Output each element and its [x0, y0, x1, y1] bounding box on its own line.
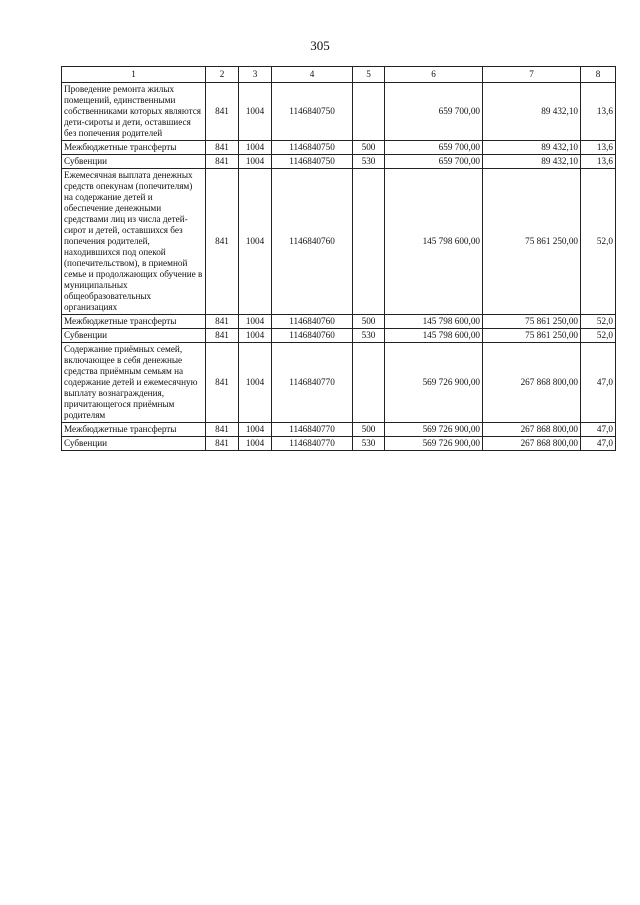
row-name-cell: Субвенции: [62, 329, 206, 343]
header-cell: 3: [239, 67, 272, 83]
row-fact-cell: 267 868 800,00: [483, 343, 581, 423]
row-vr-cell: [353, 83, 385, 141]
row-csr-cell: 1146840750: [272, 83, 353, 141]
row-rz-cell: 1004: [239, 83, 272, 141]
row-csr-cell: 1146840770: [272, 343, 353, 423]
row-gr-cell: 841: [206, 437, 239, 451]
row-rz-cell: 1004: [239, 169, 272, 315]
row-vr-cell: [353, 343, 385, 423]
row-fact-cell: 267 868 800,00: [483, 437, 581, 451]
row-fact-cell: 89 432,10: [483, 83, 581, 141]
row-rz-cell: 1004: [239, 437, 272, 451]
row-pct-cell: 47,0: [581, 343, 616, 423]
row-csr-cell: 1146840760: [272, 329, 353, 343]
row-pct-cell: 13,6: [581, 83, 616, 141]
row-gr-cell: 841: [206, 141, 239, 155]
header-cell: 6: [385, 67, 483, 83]
row-rz-cell: 1004: [239, 141, 272, 155]
row-name-cell: Ежемесячная выплата денежных средств опекунам (попечителям) на содержание детей и обеспечение денежными средствами лиц из числа детей-сирот и детей, оставшихся без попечения родителей, находившихся под опекой (попечительством), в приемной семье и продолжающих обучение в муниципальных общеобразовательных организациях: [62, 169, 206, 315]
row-rz-cell: 1004: [239, 329, 272, 343]
row-plan-cell: 145 798 600,00: [385, 315, 483, 329]
row-csr-cell: 1146840750: [272, 141, 353, 155]
table-row: [62, 169, 616, 315]
table-row: [62, 83, 616, 141]
row-name-cell: Содержание приёмных семей, включающее в себя денежные средства приёмным семьям на содержание детей и ежемесячную выплату вознаграждения, причитающегося приёмным родителям: [62, 343, 206, 423]
table-row: [62, 141, 616, 155]
row-name-cell: Проведение ремонта жилых помещений, единственными собственниками которых являются дети-сироты и дети, оставшиеся без попечения родителей: [62, 83, 206, 141]
row-fact-cell: 267 868 800,00: [483, 423, 581, 437]
row-rz-cell: 1004: [239, 423, 272, 437]
row-vr-cell: 530: [353, 437, 385, 451]
row-csr-cell: 1146840770: [272, 423, 353, 437]
row-rz-cell: 1004: [239, 155, 272, 169]
row-plan-cell: 659 700,00: [385, 83, 483, 141]
row-rz-cell: 1004: [239, 315, 272, 329]
row-fact-cell: 89 432,10: [483, 155, 581, 169]
row-plan-cell: 569 726 900,00: [385, 343, 483, 423]
row-gr-cell: 841: [206, 343, 239, 423]
header-cell: 2: [206, 67, 239, 83]
row-gr-cell: 841: [206, 423, 239, 437]
row-csr-cell: 1146840760: [272, 169, 353, 315]
table-header-row: [62, 67, 616, 83]
table-row: [62, 329, 616, 343]
row-name-cell: Субвенции: [62, 437, 206, 451]
header-cell: 1: [62, 67, 206, 83]
row-name-cell: Субвенции: [62, 155, 206, 169]
row-vr-cell: 500: [353, 315, 385, 329]
row-csr-cell: 1146840750: [272, 155, 353, 169]
row-pct-cell: 47,0: [581, 423, 616, 437]
row-vr-cell: 530: [353, 155, 385, 169]
header-cell: 5: [353, 67, 385, 83]
row-gr-cell: 841: [206, 315, 239, 329]
header-cell: 7: [483, 67, 581, 83]
row-fact-cell: 75 861 250,00: [483, 315, 581, 329]
row-pct-cell: 52,0: [581, 169, 616, 315]
row-name-cell: Межбюджетные трансферты: [62, 315, 206, 329]
header-cell: 4: [272, 67, 353, 83]
row-pct-cell: 52,0: [581, 315, 616, 329]
table-row: [62, 343, 616, 423]
row-fact-cell: 75 861 250,00: [483, 169, 581, 315]
row-fact-cell: 89 432,10: [483, 141, 581, 155]
budget-table: [61, 66, 616, 451]
row-pct-cell: 13,6: [581, 141, 616, 155]
row-name-cell: Межбюджетные трансферты: [62, 423, 206, 437]
row-vr-cell: [353, 169, 385, 315]
row-vr-cell: 530: [353, 329, 385, 343]
row-rz-cell: 1004: [239, 343, 272, 423]
table-row: [62, 423, 616, 437]
row-pct-cell: 52,0: [581, 329, 616, 343]
row-vr-cell: 500: [353, 423, 385, 437]
row-plan-cell: 145 798 600,00: [385, 169, 483, 315]
page-number: 305: [310, 38, 330, 53]
row-plan-cell: 145 798 600,00: [385, 329, 483, 343]
row-gr-cell: 841: [206, 169, 239, 315]
row-plan-cell: 569 726 900,00: [385, 423, 483, 437]
header-cell: 8: [581, 67, 616, 83]
row-plan-cell: 569 726 900,00: [385, 437, 483, 451]
row-csr-cell: 1146840760: [272, 315, 353, 329]
row-pct-cell: 13,6: [581, 155, 616, 169]
row-fact-cell: 75 861 250,00: [483, 329, 581, 343]
row-plan-cell: 659 700,00: [385, 155, 483, 169]
table-row: [62, 155, 616, 169]
row-name-cell: Межбюджетные трансферты: [62, 141, 206, 155]
row-csr-cell: 1146840770: [272, 437, 353, 451]
row-gr-cell: 841: [206, 329, 239, 343]
row-vr-cell: 500: [353, 141, 385, 155]
row-gr-cell: 841: [206, 155, 239, 169]
row-gr-cell: 841: [206, 83, 239, 141]
row-pct-cell: 47,0: [581, 437, 616, 451]
table-row: [62, 437, 616, 451]
row-plan-cell: 659 700,00: [385, 141, 483, 155]
table-row: [62, 315, 616, 329]
